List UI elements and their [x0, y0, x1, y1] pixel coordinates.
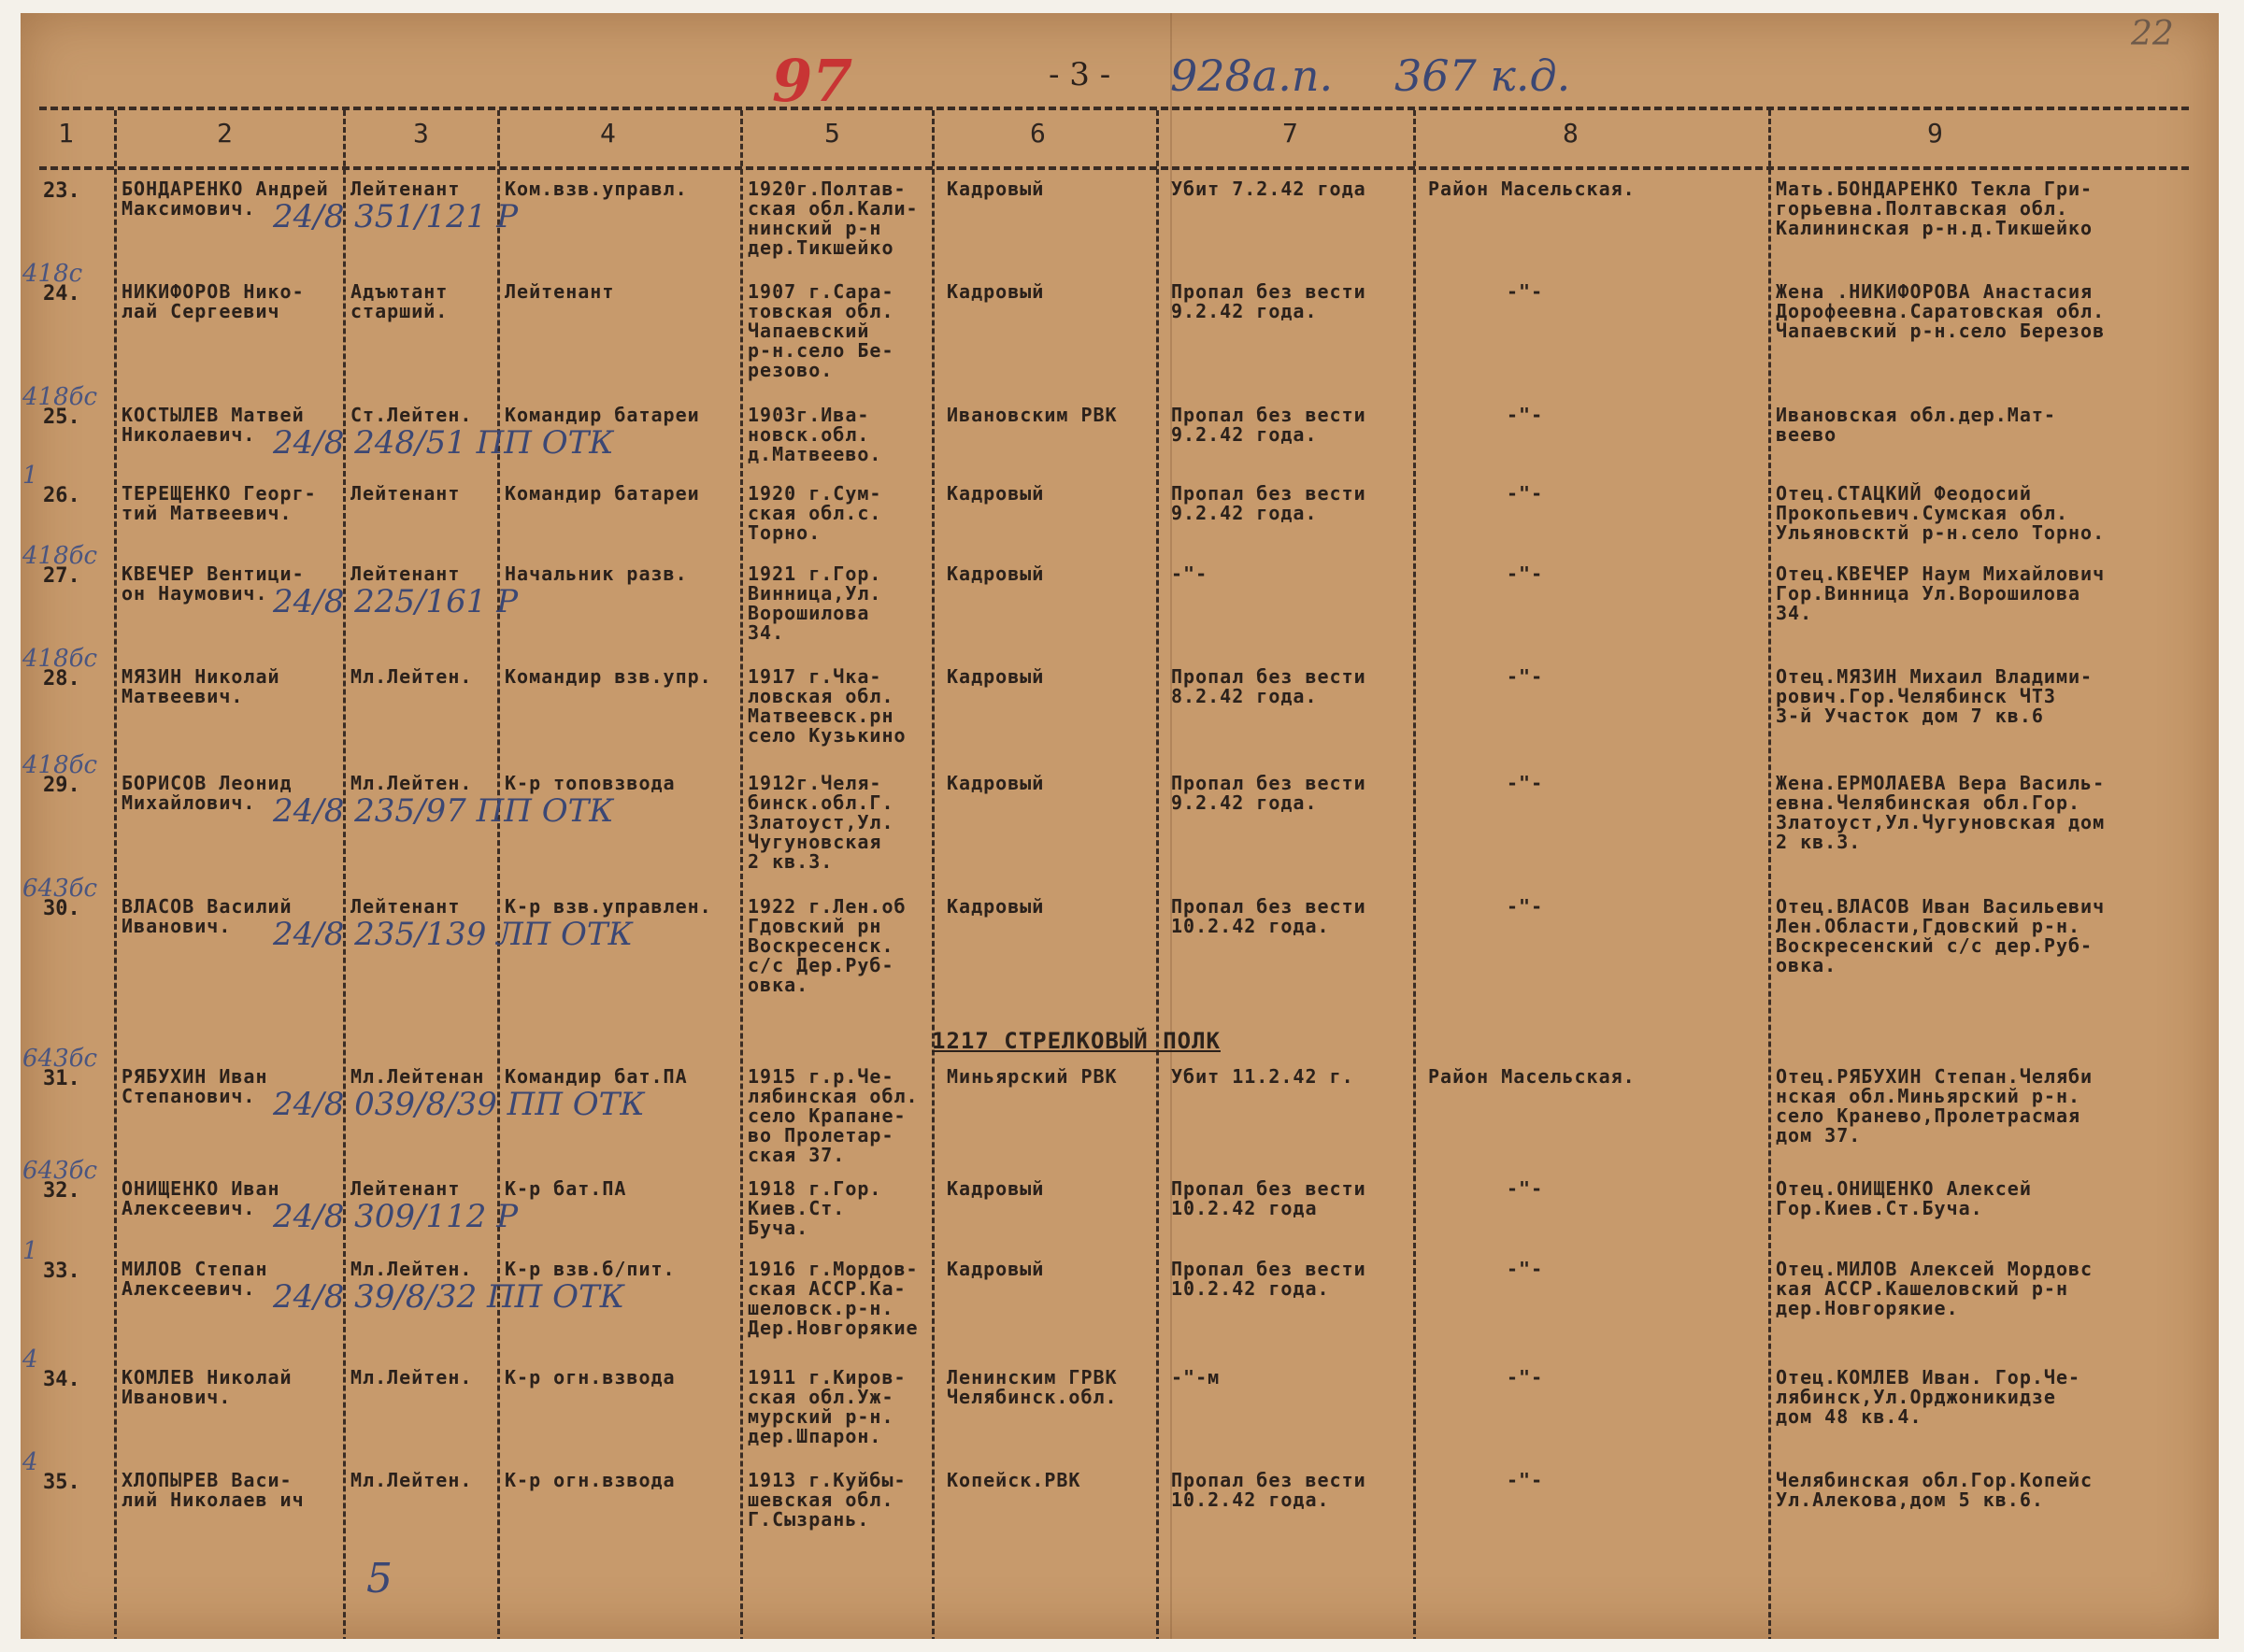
margin-note: 1: [22, 462, 38, 490]
margin-note: 418бс: [22, 542, 98, 570]
column-number: 1: [58, 118, 74, 149]
cell-place: -"-: [1507, 404, 1544, 426]
handwritten-archive-note: 24/8 225/161 Р: [273, 583, 519, 620]
cell-born: 1911 г.Киров- ская обл.Уж- мурский р-н. дер.Шпарон.: [748, 1366, 907, 1447]
cell-call: Кадровый: [947, 772, 1045, 794]
cell-place: -"-: [1507, 482, 1544, 505]
cell-num: 29.: [43, 774, 80, 797]
cell-fate: Пропал без вести 9.2.42 года.: [1171, 772, 1366, 814]
cell-num: 34.: [43, 1368, 80, 1391]
cell-born: 1907 г.Сара- товская обл. Чапаевский р-н.село Бе- резово.: [748, 280, 894, 381]
paper-fold: [1170, 13, 1172, 1639]
handwritten-title: 928а.п.: [1170, 50, 1334, 101]
cell-fate: Пропал без вести 10.2.42 года.: [1171, 1258, 1366, 1300]
cell-num: 27.: [43, 564, 80, 588]
corner-number: 22: [2131, 15, 2174, 53]
cell-name: МИЛОВ Степан Алексеевич.: [121, 1258, 268, 1300]
cell-post: Лейтенант: [505, 280, 615, 303]
cell-place: -"-: [1507, 280, 1544, 303]
column-divider: [1156, 110, 1159, 1639]
cell-kin: Челябинская обл.Гор.Копейс Ул.Алекова,дом 5 кв.6.: [1776, 1469, 2094, 1511]
cell-rank: Ст.Лейтен.: [350, 404, 473, 426]
cell-fate: -"-: [1171, 563, 1208, 585]
cell-rank: Мл.Лейтен.: [350, 772, 473, 794]
cell-born: 1918 г.Гор. Киев.Ст. Буча.: [748, 1177, 882, 1239]
cell-place: Район Масельская.: [1428, 178, 1636, 200]
cell-num: 24.: [43, 282, 80, 306]
cell-name: РЯБУХИН Иван Степанович.: [121, 1065, 268, 1107]
cell-place: -"-: [1507, 895, 1544, 918]
cell-name: ОНИЩЕНКО Иван Алексеевич.: [121, 1177, 280, 1219]
cell-born: 1912г.Челя- бинск.обл.Г. Златоуст,Ул. Чугуновская 2 кв.3.: [748, 772, 894, 873]
cell-call: Кадровый: [947, 482, 1045, 505]
cell-fate: Пропал без вести 10.2.42 года.: [1171, 1469, 1366, 1511]
cell-call: Ленинским ГРВК Челябинск.обл.: [947, 1366, 1118, 1408]
margin-note: 418бс: [22, 751, 98, 779]
margin-note: 418бс: [22, 383, 98, 411]
cell-born: 1913 г.Куйбы- шевская обл. Г.Сызрань.: [748, 1469, 907, 1531]
cell-num: 35.: [43, 1471, 80, 1494]
column-number: 7: [1282, 118, 1298, 149]
handwritten-archive-note: 24/8 235/97 ПП ОТК: [273, 792, 614, 830]
cell-post: Командир батареи: [505, 404, 700, 426]
column-divider: [114, 110, 117, 1639]
column-divider: [740, 110, 743, 1639]
column-number: 8: [1563, 118, 1579, 149]
header-dash-line: [39, 166, 2189, 170]
column-number: 9: [1927, 118, 1943, 149]
cell-fate: Пропал без вести 10.2.42 года.: [1171, 895, 1366, 937]
cell-place: -"-: [1507, 1366, 1544, 1389]
cell-post: К-р топовзвода: [505, 772, 676, 794]
column-divider: [1413, 110, 1416, 1639]
cell-kin: Отец.КВЕЧЕР Наум Михайлович Гор.Винница Ул.Ворошилова 34.: [1776, 563, 2106, 624]
cell-kin: Отец.СТАЦКИЙ Феодосий Прокопьевич.Сумская обл. Ульяновсктй р-н.село Торно.: [1776, 482, 2106, 544]
cell-kin: Жена .НИКИФОРОВА Анастасия Дорофеевна.Саратовская обл. Чапаевский р-н.село Березов: [1776, 280, 2106, 342]
cell-call: Кадровый: [947, 1177, 1045, 1200]
cell-kin: Отец.ОНИЩЕНКО Алексей Гор.Киев.Ст.Буча.: [1776, 1177, 2032, 1219]
cell-place: -"-: [1507, 1258, 1544, 1280]
cell-fate: Пропал без вести 9.2.42 года.: [1171, 404, 1366, 446]
cell-post: К-р взв.управлен.: [505, 895, 712, 918]
column-number: 4: [600, 118, 616, 149]
handwritten-archive-note: 24/8 235/139 ЛП ОТК: [273, 916, 633, 953]
margin-note: 4: [22, 1448, 38, 1476]
cell-rank: Лейтенант: [350, 1177, 461, 1200]
column-number: 2: [217, 118, 233, 149]
cell-num: 30.: [43, 897, 80, 920]
cell-place: -"-: [1507, 1177, 1544, 1200]
cell-kin: Отец.РЯБУХИН Степан.Челяби нская обл.Миньярский р-н. село Кранево,Пролетрасмая дом 37.: [1776, 1065, 2094, 1146]
cell-name: БОРИСОВ Леонид Михайлович.: [121, 772, 293, 814]
cell-name: НИКИФОРОВ Нико- лай Сергеевич: [121, 280, 305, 322]
cell-born: 1922 г.Лен.об Гдовский рн Воскресенск. с/с Дер.Руб- овка.: [748, 895, 907, 996]
cell-kin: Отец.МИЛОВ Алексей Мордовс кая АССР.Кашеловский р-н дер.Новгорякие.: [1776, 1258, 2094, 1319]
handwritten-archive-note: 24/8 248/51 ПП ОТК: [273, 424, 614, 462]
cell-post: Командир взв.упр.: [505, 665, 712, 688]
column-divider: [497, 110, 500, 1639]
cell-kin: Мать.БОНДАРЕНКО Текла Гри- горьевна.Полтавская обл. Калининская р-н.д.Тикшейко: [1776, 178, 2094, 239]
cell-fate: Убит 7.2.42 года: [1171, 178, 1366, 200]
cell-rank: Мл.Лейтен.: [350, 1469, 473, 1491]
cell-name: КОМЛЕВ Николай Иванович.: [121, 1366, 293, 1408]
cell-born: 1915 г.р.Че- лябинская обл. село Крапане- во Пролетар- ская 37.: [748, 1065, 919, 1166]
cell-fate: Пропал без вести 8.2.42 года.: [1171, 665, 1366, 707]
cell-place: -"-: [1507, 1469, 1544, 1491]
cell-call: Копейск.РВК: [947, 1469, 1081, 1491]
cell-born: 1917 г.Чка- ловская обл. Матвеевск.рн село Кузькино: [748, 665, 907, 747]
cell-rank: Мл.Лейтен.: [350, 1258, 473, 1280]
cell-call: Кадровый: [947, 1258, 1045, 1280]
cell-born: 1921 г.Гор. Винница,Ул. Ворошилова 34.: [748, 563, 882, 644]
margin-note: 643бс: [22, 1045, 98, 1073]
column-divider: [343, 110, 346, 1639]
cell-kin: Отец.КОМЛЕВ Иван. Гор.Че- лябинск,Ул.Орджоникидзе дом 48 кв.4.: [1776, 1366, 2081, 1428]
column-number: 5: [824, 118, 840, 149]
margin-note: 418с: [22, 260, 83, 288]
cell-num: 32.: [43, 1179, 80, 1203]
cell-call: Кадровый: [947, 178, 1045, 200]
cell-post: Ком.взв.управл.: [505, 178, 688, 200]
handwritten-title-2: 367 к.д.: [1394, 50, 1571, 101]
cell-call: Кадровый: [947, 280, 1045, 303]
margin-note: 418бс: [22, 645, 98, 673]
cell-call: Кадровый: [947, 665, 1045, 688]
cell-call: Кадровый: [947, 563, 1045, 585]
cell-place: -"-: [1507, 772, 1544, 794]
cell-post: Начальник разв.: [505, 563, 688, 585]
cell-num: 23.: [43, 179, 80, 203]
cell-kin: Ивановская обл.дер.Мат- веево: [1776, 404, 2056, 446]
cell-post: К-р огн.взвода: [505, 1366, 676, 1389]
cell-rank: Мл.Лейтенан: [350, 1065, 485, 1088]
cell-fate: Пропал без вести 9.2.42 года.: [1171, 482, 1366, 524]
cell-num: 26.: [43, 484, 80, 507]
cell-post: Командир бат.ПА: [505, 1065, 688, 1088]
handwritten-archive-note: 24/8 39/8/32 ПП ОТК: [273, 1278, 625, 1316]
cell-place: Район Масельская.: [1428, 1065, 1636, 1088]
cell-rank: Лейтенант: [350, 178, 461, 200]
bottom-mark: 5: [366, 1555, 393, 1602]
column-number: 6: [1030, 118, 1046, 149]
cell-place: -"-: [1507, 665, 1544, 688]
cell-rank: Лейтенант: [350, 895, 461, 918]
handwritten-archive-note: 24/8 309/112 Р: [273, 1198, 519, 1235]
cell-kin: Отец.МЯЗИН Михаил Владими- рович.Гор.Челябинск ЧТЗ 3-й Участок дом 7 кв.6: [1776, 665, 2094, 727]
cell-name: ХЛОПЫРЕВ Васи- лий Николаев ич: [121, 1469, 305, 1511]
cell-num: 31.: [43, 1067, 80, 1090]
top-dash-line: [39, 107, 2189, 110]
margin-note: 4: [22, 1346, 38, 1374]
cell-num: 25.: [43, 406, 80, 429]
cell-post: К-р взв.б/пит.: [505, 1258, 676, 1280]
cell-name: МЯЗИН Николай Матвеевич.: [121, 665, 280, 707]
cell-post: Командир батареи: [505, 482, 700, 505]
cell-name: КВЕЧЕР Вентици- он Наумович.: [121, 563, 305, 605]
cell-born: 1903г.Ива- новск.обл. д.Матвеево.: [748, 404, 882, 465]
cell-num: 33.: [43, 1260, 80, 1283]
cell-call: Миньярский РВК: [947, 1065, 1118, 1088]
page-dash: - 3 -: [1049, 56, 1111, 93]
margin-note: 643бс: [22, 1157, 98, 1185]
document-sheet: [21, 13, 2219, 1639]
cell-fate: Убит 11.2.42 г.: [1171, 1065, 1354, 1088]
margin-note: 643бс: [22, 875, 98, 903]
cell-rank: Мл.Лейтен.: [350, 1366, 473, 1389]
cell-call: Кадровый: [947, 895, 1045, 918]
cell-fate: Пропал без вести 9.2.42 года.: [1171, 280, 1366, 322]
cell-name: ВЛАСОВ Василий Иванович.: [121, 895, 293, 937]
cell-num: 28.: [43, 667, 80, 691]
cell-born: 1916 г.Мордов- ская АССР.Ка- шеловск.р-н. Дер.Новгорякие: [748, 1258, 919, 1339]
cell-name: КОСТЫЛЕВ Матвей Николаевич.: [121, 404, 305, 446]
cell-place: -"-: [1507, 563, 1544, 585]
cell-rank: Лейтенант: [350, 563, 461, 585]
cell-rank: Мл.Лейтен.: [350, 665, 473, 688]
red-page-number: 97: [772, 47, 853, 115]
column-divider: [932, 110, 935, 1639]
column-divider: [1768, 110, 1771, 1639]
cell-post: К-р бат.ПА: [505, 1177, 627, 1200]
handwritten-archive-note: 24/8 039/8/39 ПП ОТК: [273, 1086, 645, 1123]
handwritten-archive-note: 24/8 351/121 Р: [273, 198, 519, 235]
cell-fate: -"-м: [1171, 1366, 1221, 1389]
cell-kin: Жена.ЕРМОЛАЕВА Вера Василь- евна.Челябинская обл.Гор. Златоуст,Ул.Чугуновская дом 2 кв.3.: [1776, 772, 2106, 853]
cell-fate: Пропал без вести 10.2.42 года: [1171, 1177, 1366, 1219]
cell-kin: Отец.ВЛАСОВ Иван Васильевич Лен.Области,Гдовский р-н. Воскресенский с/с дер.Руб- овка.: [1776, 895, 2106, 976]
cell-rank: Лейтенант: [350, 482, 461, 505]
cell-name: ТЕРЕЩЕНКО Георг- тий Матвеевич.: [121, 482, 317, 524]
margin-note: 1: [22, 1237, 38, 1265]
cell-name: БОНДАРЕНКО Андрей Максимович.: [121, 178, 329, 220]
cell-call: Ивановским РВК: [947, 404, 1118, 426]
cell-post: К-р огн.взвода: [505, 1469, 676, 1491]
cell-rank: Адъютант старший.: [350, 280, 449, 322]
cell-born: 1920г.Полтав- ская обл.Кали- нинский р-н дер.Тикшейко: [748, 178, 919, 259]
regiment-heading: 1217 СТРЕЛКОВЫЙ ПОЛК: [932, 1028, 1221, 1054]
column-number: 3: [413, 118, 429, 149]
cell-born: 1920 г.Сум- ская обл.с. Торно.: [748, 482, 882, 544]
